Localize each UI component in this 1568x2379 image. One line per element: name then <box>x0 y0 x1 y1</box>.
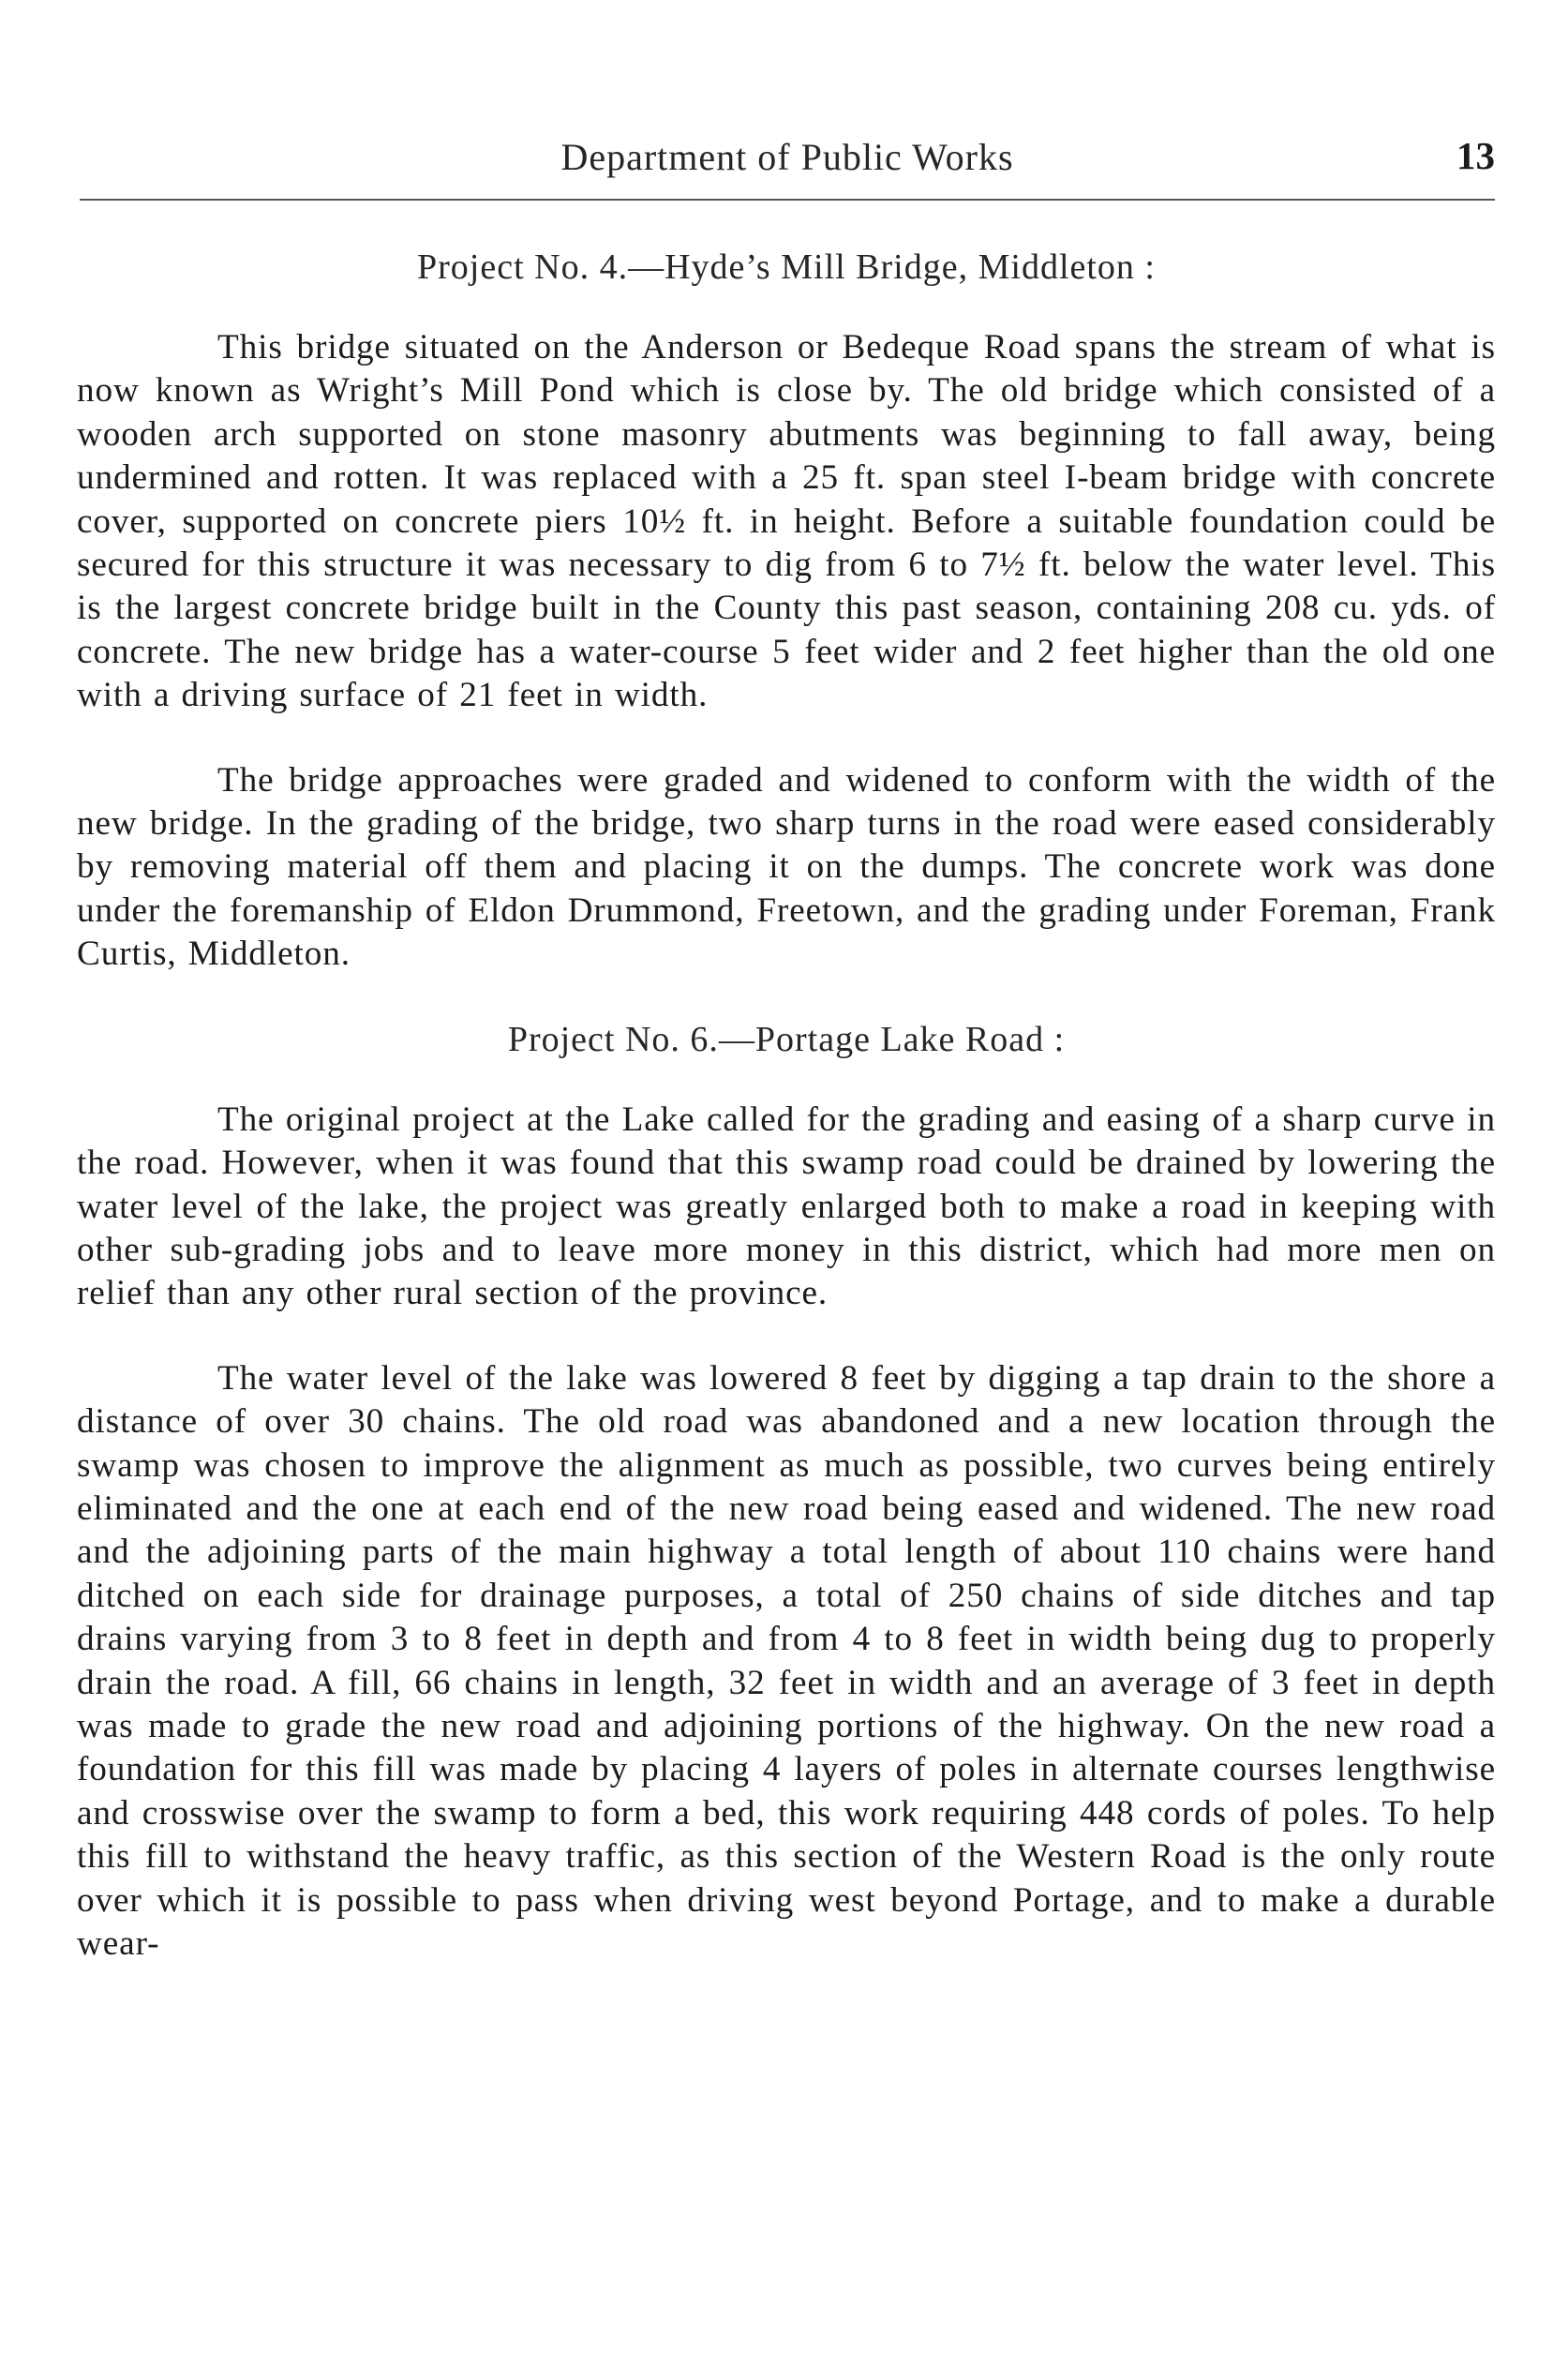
page-number: 13 <box>1456 134 1495 177</box>
body-text <box>77 246 1496 2007</box>
paragraph: The original project at the Lake called for the grading and easing of a sharp curve in the road. However, when it was found that this swamp road could be drained by lowering the water level of the lake, the project was greatly enlarged both to make a road in keeping with other sub-grading jobs and to leave more money in this district, which had more men on relief than any other rural section of the province. <box>77 1100 1496 1313</box>
paragraph: The water level of the lake was lowered 8 feet by digging a tap drain to the shore a distance of over 30 chains. The old road was abandoned and a new location through the swamp was chosen to improve the alignment as much as possible, two curves being entirely eliminated and the one at each end of the new road being eased and widened. The new road and the adjoining parts of the main highway a total length of about 110 chains were hand ditched on each side for drainage purposes, a total of 250 chains of side ditches and tap drains varying from 3 to 8 feet in depth and from 4 to 8 feet in width being dug to properly drain the road. A fill, 66 chains in length, 32 feet in width and an average of 3 feet in depth was made to grade the new road and adjoining portions of the highway. On the new road a foundation for this fill was made by placing 4 layers of poles in alternate courses lengthwise and crosswise over the swamp to form a bed, this work requiring 448 cords of poles. To help this fill to withstand the heavy traffic, as this section of the Western Road is the only route over which it is possible to pass when driving west beyond Portage, and to make a durable wear- <box>77 1358 1496 1963</box>
running-head <box>80 129 1495 186</box>
section-heading-project-4: Project No. 4.—Hyde’s Mill Bridge, Middleton : <box>416 247 1156 287</box>
paragraph: The bridge approaches were graded and widened to conform with the width of the new bridge. In the grading of the bridge, two sharp turns in the road were eased considerably by removing material off them and placing it on the dumps. The concrete work was done under the foremanship of Eldon Drummond, Freetown, and the grading under Foreman, Frank Curtis, Middleton. <box>77 760 1496 974</box>
section-heading-project-6: Project No. 6.—Portage Lake Road : <box>507 1019 1066 1059</box>
paragraph: This bridge situated on the Anderson or Bedeque Road spans the stream of what is now known as Wright’s Mill Pond which is close by. The old bridge which consisted of a wooden arch supported on stone masonry abutments was beginning to fall away, being undermined and rotten. It was replaced with a 25 ft. span steel I-beam bridge with concrete cover, supported on concrete piers 10½ ft. in height. Before a suitable foundation could be secured for this structure it was necessary to dig from 6 to 7½ ft. below the water level. This is the largest concrete bridge built in the County this past season, containing 208 cu. yds. of concrete. The new bridge has a water-course 5 feet wider and 2 feet higher than the old one with a driving surface of 21 feet in width. <box>77 328 1496 715</box>
running-title: Department of Public Works <box>560 136 1014 178</box>
header-rule <box>80 199 1495 201</box>
